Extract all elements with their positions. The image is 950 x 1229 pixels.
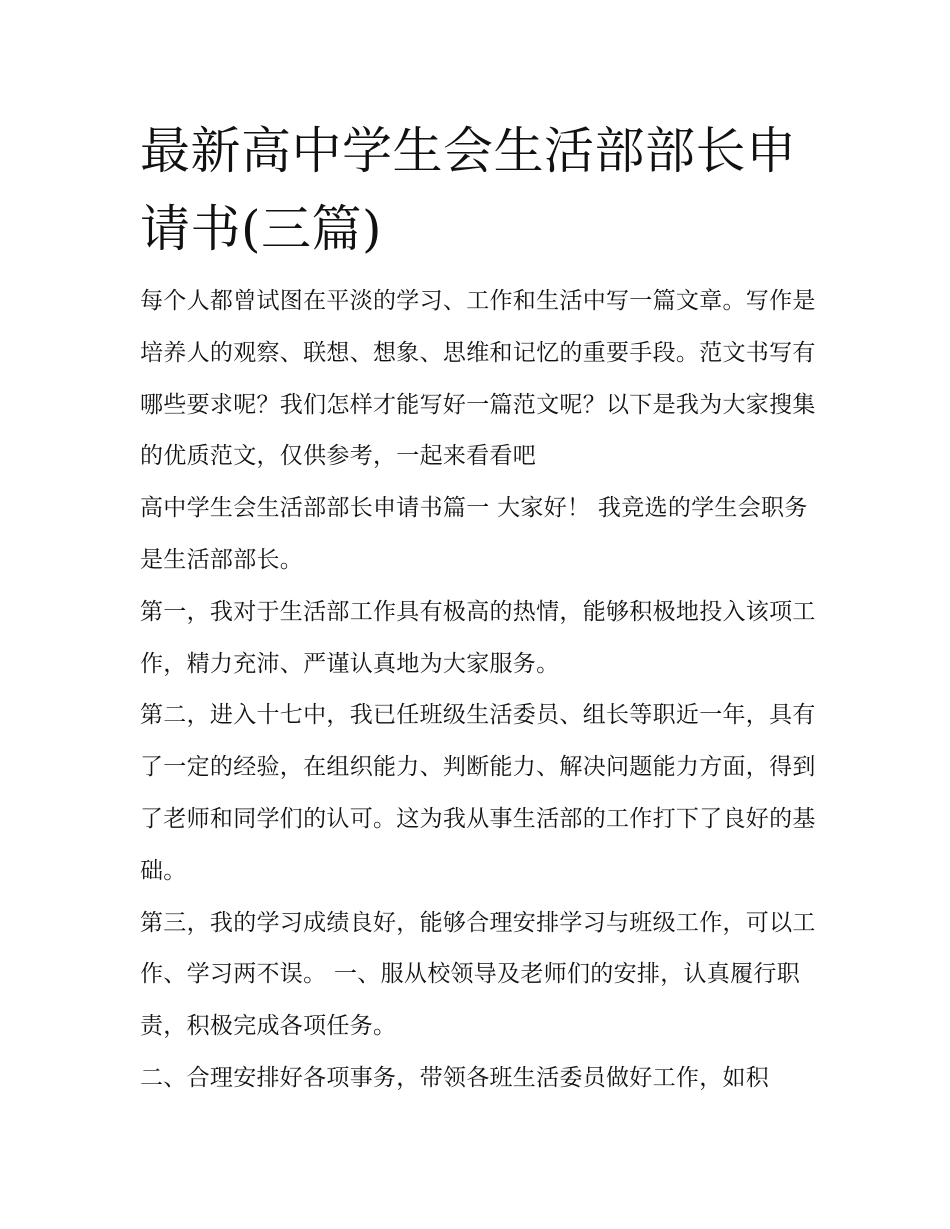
document-body xyxy=(140,276,820,1105)
paragraph-second-point: 第二，进入十七中，我已任班级生活委员、组长等职近一年，具有了一定的经验，在组织能力、判断能力、解决问题能力方面，得到了老师和同学们的认可。这为我从事生活部的工作打下了良好的基础。 xyxy=(140,702,816,884)
paragraph-first-point: 第一，我对于生活部工作具有极高的热情，能够积极地投入该项工作，精力充沛、严谨认真地为大家服务。 xyxy=(140,598,816,677)
paragraph-intro: 每个人都曾试图在平淡的学习、工作和生活中写一篇文章。写作是培养人的观察、联想、想象、思维和记忆的重要手段。范文书写有哪些要求呢？我们怎样才能写好一篇范文呢？以下是我为大家搜集的优质范文，仅供参考，一起来看看吧 xyxy=(140,288,816,470)
paragraph-task-two: 二、合理安排好各项事务，带领各班生活委员做好工作，如积 xyxy=(140,1064,770,1091)
paragraph-greeting: 高中学生会生活部部长申请书篇一 大家好！ 我竞选的学生会职务是生活部部长。 xyxy=(140,495,808,573)
document-title: 最新高中学生会生活部部长申请书(三篇) xyxy=(140,122,797,258)
paragraph-third-point: 第三，我的学习成绩良好，能够合理安排学习与班级工作，可以工作、学习两不误。 一、服从校领导及老师们的安排，认真履行职责，积极完成各项任务。 xyxy=(140,909,816,1040)
